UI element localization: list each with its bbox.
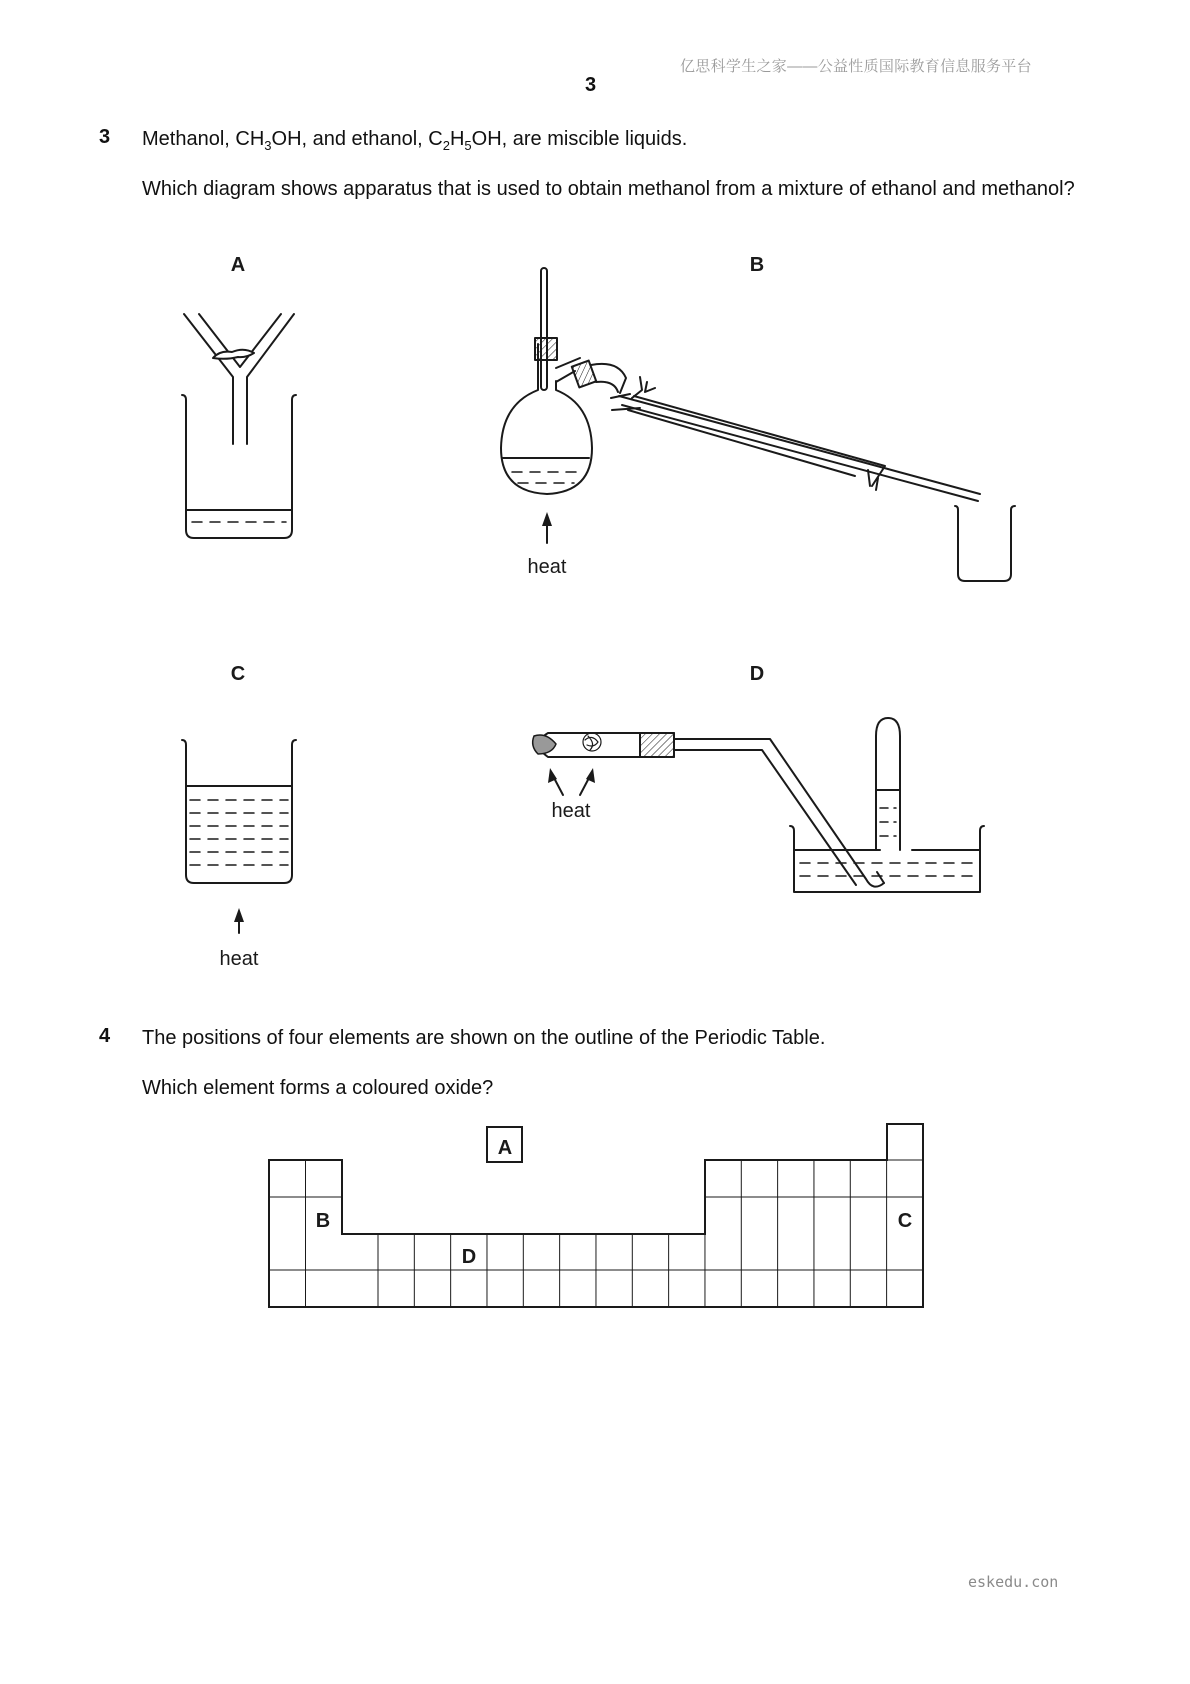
page-number: 3 <box>585 74 597 96</box>
question-4-number: 4 <box>99 1025 111 1047</box>
question-3-number: 3 <box>99 126 111 148</box>
element-c: C <box>897 1210 913 1232</box>
element-d: D <box>461 1246 477 1268</box>
question-4-prompt: Which element forms a coloured oxide? <box>142 1077 494 1099</box>
footer-site: eskedu.con <box>968 1573 1059 1591</box>
q3-subscript: 3 <box>264 138 272 153</box>
question-4-intro: The positions of four elements are shown on the outline of the Periodic Table. <box>142 1027 826 1049</box>
q3-intro-part: Methanol, CH <box>142 128 265 150</box>
q3-intro-part: OH, and ethanol, C <box>271 128 443 150</box>
option-label-a: A <box>230 254 246 276</box>
q3-subscript: 2 <box>442 138 450 153</box>
option-label-b: B <box>749 254 765 276</box>
question-3-prompt: Which diagram shows apparatus that is used to obtain methanol from a mixture of ethanol and methanol? <box>142 178 1075 200</box>
q3-intro-part: OH, are miscible liquids. <box>471 128 688 150</box>
q3-subscript: 5 <box>464 138 472 153</box>
option-label-c: C <box>230 663 246 685</box>
element-b: B <box>315 1210 331 1232</box>
element-a: A <box>497 1137 513 1159</box>
option-label-d: D <box>749 663 765 685</box>
diagram-c-heat-label: heat <box>219 948 259 970</box>
diagram-b-heat-label: heat <box>527 556 567 578</box>
q3-intro-part: H <box>449 128 465 150</box>
diagram-d-heat-label: heat <box>551 800 591 822</box>
header-platform-note: 亿思科学生之家——公益性质国际教育信息服务平台 <box>680 58 1032 75</box>
